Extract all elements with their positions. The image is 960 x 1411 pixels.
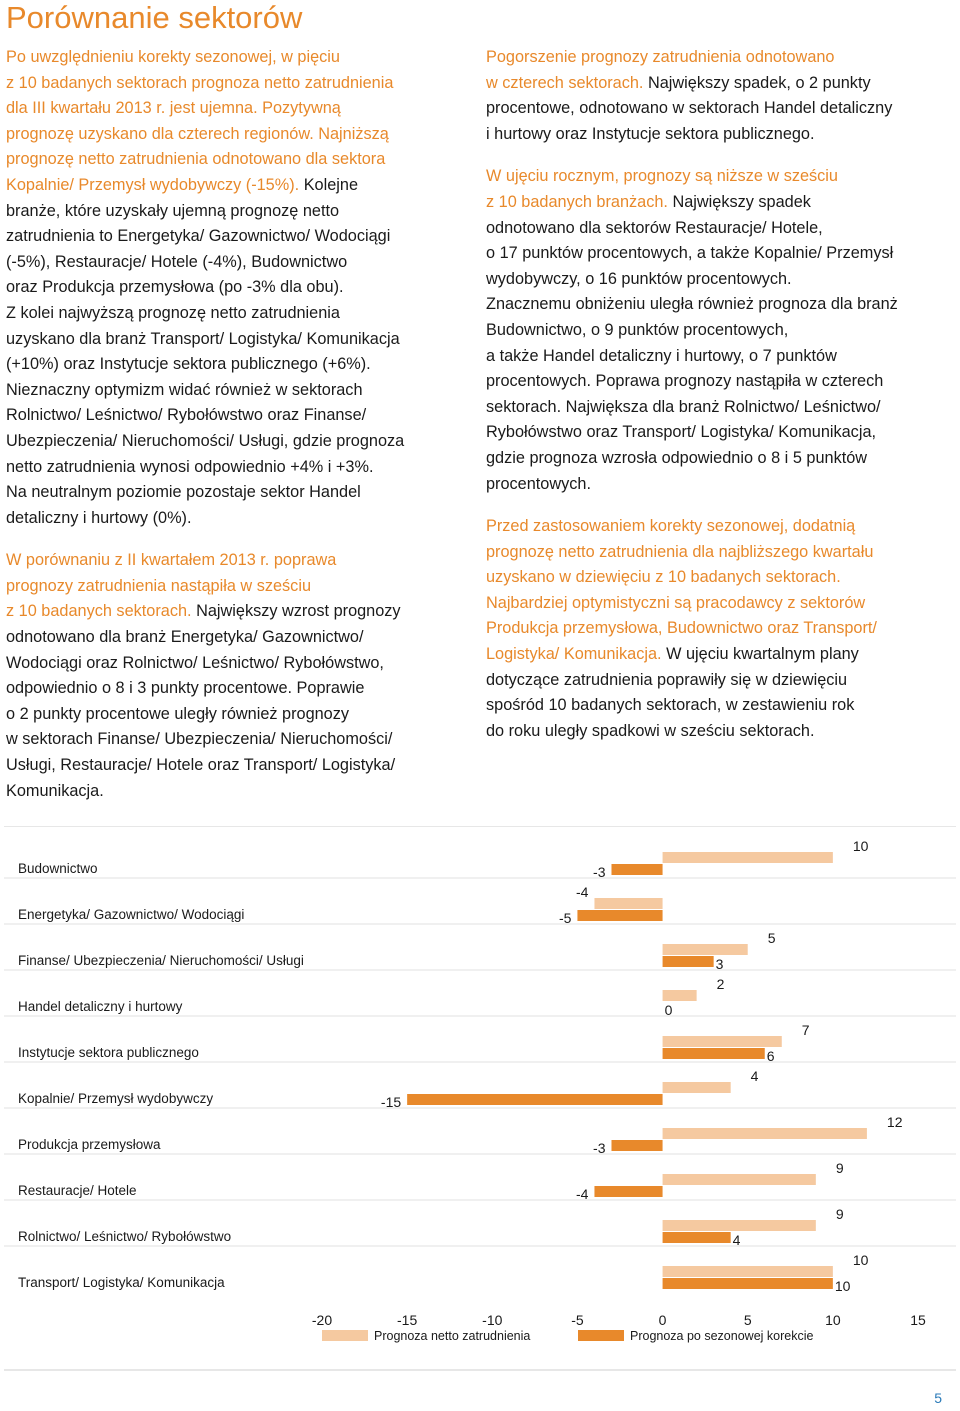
bar-netto [663, 944, 748, 955]
x-tick-label: -15 [397, 1312, 418, 1328]
bar-netto [663, 852, 833, 863]
data-label: 9 [835, 1206, 844, 1222]
page-title: Porównanie sektorów [6, 0, 303, 35]
category-label: Kopalnie/ Przemysł wydobywczy [18, 1091, 214, 1106]
x-tick-label: 0 [658, 1312, 667, 1328]
data-label: 0 [664, 1002, 673, 1018]
legend-label: Prognoza po sezonowej korekcie [630, 1329, 814, 1343]
category-label: Budownictwo [18, 861, 98, 876]
category-label: Transport/ Logistyka/ Komunikacja [18, 1275, 225, 1290]
body-text: Największy wzrost prognozy odnotowano dla branż Energetyka/ Gazownictwo/ Wodociągi oraz Rolnictwo/ Leśnictwo/ Rybołówstwo, odpowiednio o 8 i 3 punkty procentowe. Poprawie o 2 punkty procentowe uległy również prognozy w sektorach Finanse/ Ubezpieczenia/ Nieruchomości/ Usługi, Restauracje/ Hotele oraz Transport/ Logistyka/ Komunikacja. [6, 602, 401, 800]
bar-netto [663, 1266, 833, 1277]
bar-korekta [407, 1094, 662, 1105]
paragraph [486, 164, 958, 497]
data-label: 10 [852, 838, 869, 854]
category-label: Handel detaliczny i hurtowy [18, 999, 183, 1014]
highlighted-text: Po uwzględnieniu korekty sezonowej, w pięciu z 10 badanych sektorach prognoza netto zatrudnienia dla III kwartału 2013 r. jest ujemna. Pozytywną prognozę uzyskano dla czterech regionów. Najniższą prognozę netto zatrudnienia odnotowano dla sektora Kopalnie/ Przemysł wydobywczy (-15%). [6, 48, 394, 194]
bar-netto [663, 990, 697, 1001]
x-tick-label: -20 [311, 1312, 333, 1328]
data-label: 10 [834, 1278, 851, 1294]
data-label: -3 [593, 1140, 606, 1156]
bar-korekta [577, 910, 662, 921]
right-text-column [486, 45, 958, 761]
data-label: 9 [835, 1160, 844, 1176]
bar-korekta [611, 1140, 662, 1151]
data-label: -15 [380, 1094, 402, 1110]
x-tick-label: 10 [825, 1312, 841, 1328]
bar-korekta [663, 1278, 833, 1289]
bar-netto [594, 898, 662, 909]
x-tick-label: 15 [910, 1312, 926, 1328]
body-text: Największy spadek, o 2 punkty procentowe, odnotowano w sektorach Handel detaliczny i hurtowy oraz Instytucje sektora publicznego. [486, 73, 893, 143]
body-text: Kolejne branże, które uzyskały ujemną prognozę netto zatrudnienia to Energetyka/ Gazownictwo/ Wodociągi (-5%), Restauracje/ Hotele (-4%), Budownictwo oraz Produkcja przemysłowa (po -3% dla obu). Z kolei najwyższą prognozę netto zatrudnienia uzyskano dla branż Transport/ Logistyka/ Komunikacja (+10%) oraz Instytucje sektora publicznego (+6%). Nieznaczny optymizm widać również w sektorach Rolnictwo/ Leśnictwo/ Rybołówstwo oraz Finanse/ Ubezpieczenia/ Nieruchomości/ Usługi, gdzie prognoza netto zatrudnienia wynosi odpowiednio +4% i +3%. Na neutralnym poziomie pozostaje sektor Handel detaliczny i hurtowy (0%). [6, 175, 405, 527]
category-label: Produkcja przemysłowa [18, 1137, 161, 1152]
data-label: 4 [732, 1232, 741, 1248]
data-label: 3 [715, 956, 724, 972]
left-text-column [6, 45, 468, 821]
bar-netto [663, 1036, 782, 1047]
data-label: 6 [766, 1048, 775, 1064]
bar-korekta [611, 864, 662, 875]
highlighted-text: W ujęciu rocznym, prognozy są niższe w sześciu z 10 badanych branżach. [486, 167, 838, 211]
data-label: 4 [750, 1068, 759, 1084]
category-label: Energetyka/ Gazownictwo/ Wodociągi [18, 907, 245, 922]
legend-swatch [322, 1330, 368, 1341]
category-label: Restauracje/ Hotele [18, 1183, 137, 1198]
category-label: Finanse/ Ubezpieczenia/ Nieruchomości/ Usługi [18, 953, 304, 968]
legend-swatch [578, 1330, 624, 1341]
category-label: Instytucje sektora publicznego [18, 1045, 199, 1060]
highlighted-text: Przed zastosowaniem korekty sezonowej, dodatnią prognozę netto zatrudnienia dla najbliższego kwartału uzyskano w dziewięciu z 10 badanych sektorach. Najbardziej optymistyczni są pracodawcy z sektorów Produkcja przemysłowa, Budownictwo oraz Transport/ Logistyka/ Komunikacja. [486, 517, 877, 664]
bar-netto [663, 1220, 816, 1231]
bar-netto [663, 1174, 816, 1185]
data-label: -5 [558, 910, 572, 926]
sector-comparison-chart [0, 826, 960, 1386]
bar-korekta [594, 1186, 662, 1197]
legend-label: Prognoza netto zatrudnienia [374, 1329, 531, 1343]
data-label: 5 [767, 930, 776, 946]
data-label: 2 [716, 976, 725, 992]
highlighted-text: W porównaniu z II kwartałem 2013 r. poprawa prognozy zatrudnienia nastąpiła w sześciu z 10 badanych sektorach. [6, 551, 337, 621]
x-tick-label: -5 [571, 1312, 584, 1328]
category-label: Rolnictwo/ Leśnictwo/ Rybołówstwo [18, 1229, 232, 1244]
body-text: W ujęciu kwartalnym plany dotyczące zatrudnienia poprawiły się w dziewięciu spośród 10 badanych sektorach, w zestawieniu rok do roku uległy spadkowi w sześciu sektorach. [486, 645, 859, 740]
bar-korekta [663, 1048, 765, 1059]
x-tick-label: -10 [482, 1312, 503, 1328]
data-label: -3 [593, 864, 606, 880]
body-text: Największy spadek odnotowano dla sektorów Restauracje/ Hotele, o 17 punktów procentowych, a także Kopalnie/ Przemysł wydobywczy, o 16 punktów procentowych. Znacznemu obniżeniu uległa również prognoza dla branż Budownictwo, o 9 punktów procentowych, a także Handel detaliczny i hurtowy, o 7 punktów procentowych. Poprawa prognozy nastąpiła w czterech sektorach. Największa dla branż Rolnictwo/ Leśnictwo/ Rybołówstwo oraz Transport/ Logistyka/ Komunikacja, gdzie prognoza wzrosła odpowiednio o 8 i 5 punktów procentowych. [486, 192, 898, 493]
paragraph [6, 548, 468, 804]
paragraph [486, 45, 958, 147]
data-label: 12 [886, 1114, 903, 1130]
page-number: 5 [934, 1390, 942, 1406]
bar-netto [663, 1082, 731, 1093]
x-tick-label: 5 [743, 1312, 752, 1328]
data-label: -4 [576, 884, 589, 900]
bar-korekta [663, 956, 714, 967]
data-label: 10 [852, 1252, 869, 1268]
data-label: -4 [576, 1186, 589, 1202]
paragraph [6, 45, 468, 531]
paragraph [486, 514, 958, 744]
bar-korekta [663, 1232, 731, 1243]
bar-netto [663, 1128, 867, 1139]
highlighted-text: Pogorszenie prognozy zatrudnienia odnotowano w czterech sektorach. [486, 48, 835, 92]
data-label: 7 [801, 1022, 810, 1038]
chart-svg [0, 826, 960, 1386]
